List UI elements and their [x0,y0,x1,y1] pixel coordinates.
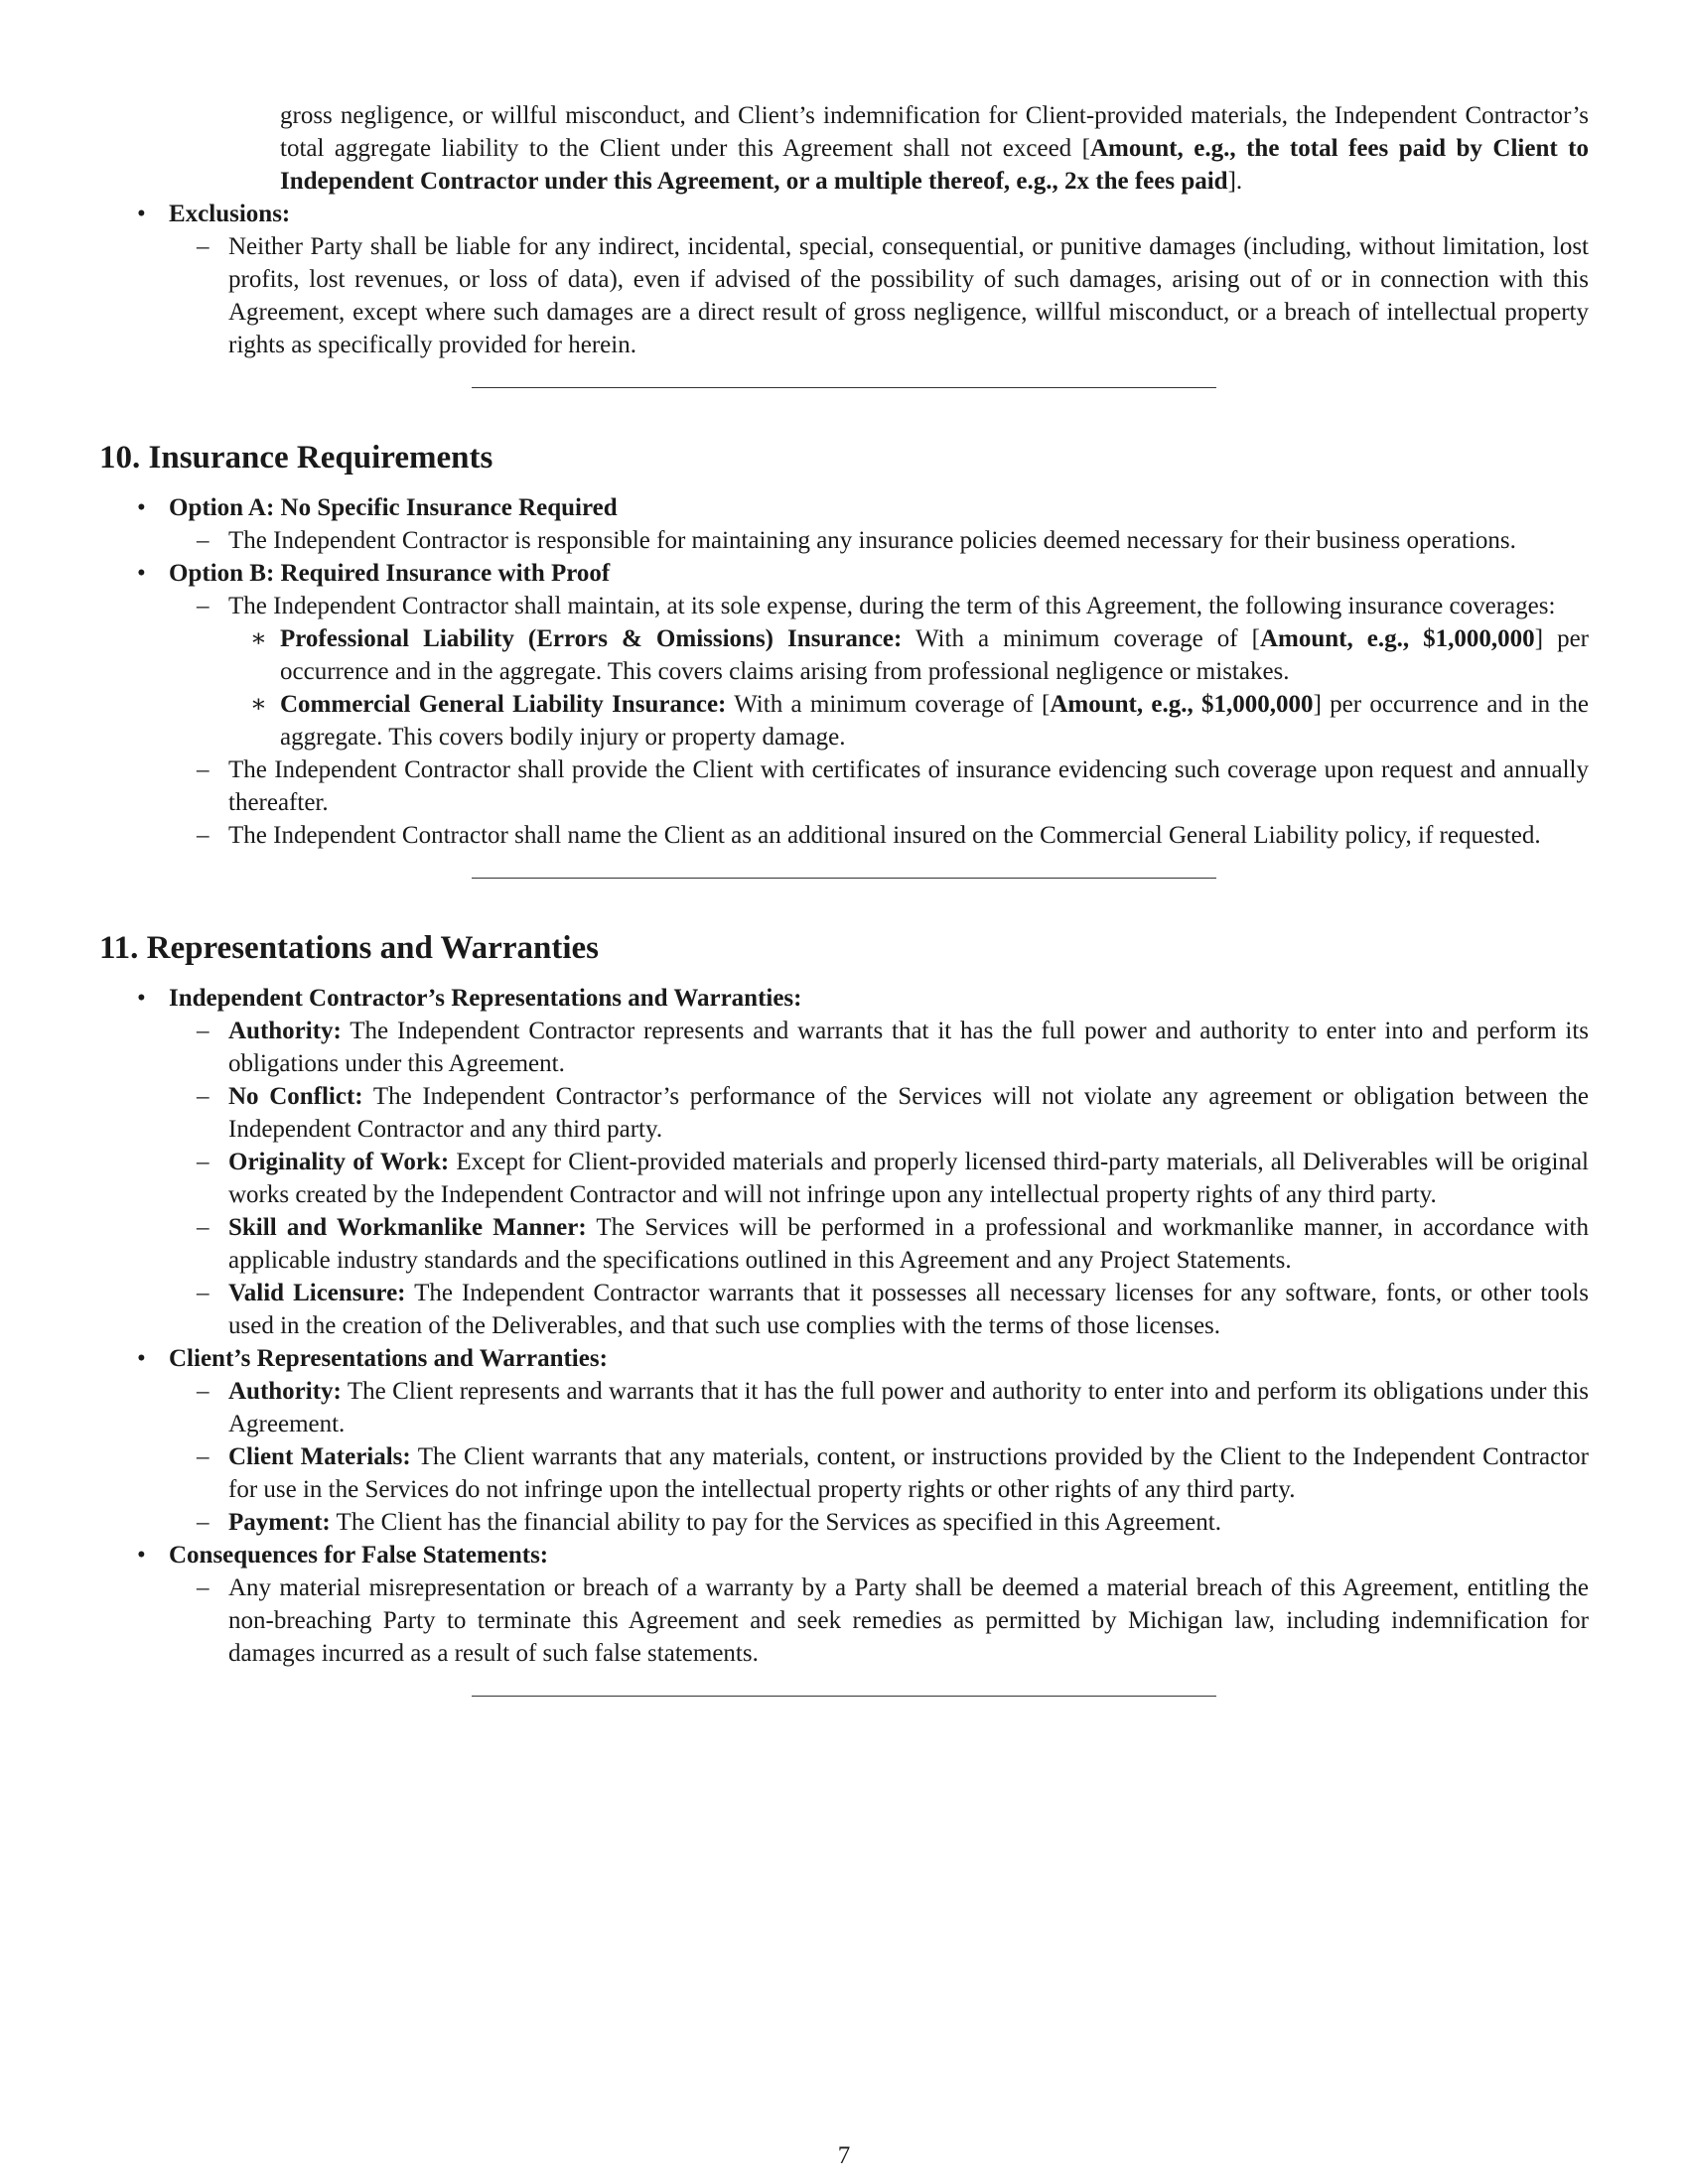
warranty-text: The Independent Contractor’s performance of the Services will not violate any agreement or obligation between the Independent Contractor and any third party. [228,1083,1590,1143]
dash-icon: – [197,1214,210,1241]
professional-liability-item: ∗ Professional Liability (Errors & Omissions) Insurance: With a minimum coverage of [Amount, e.g., $1,000,000] per occurrence and in the aggregate. This covers claims arising from professional negligence or mistakes. [99,622,1589,688]
ic-warranties-item: • Independent Contractor’s Representations and Warranties: [99,982,1589,1015]
exclusions-item: • Exclusions: [99,198,1589,230]
warranty-item [99,1146,1589,1211]
dash-icon: – [197,233,210,260]
warranty-label: Valid Licensure: [228,1280,406,1306]
warranty-label: Skill and Workmanlike Manner: [228,1214,587,1241]
warranty-text: The Client has the financial ability to pay for the Services as specified in this Agreement. [330,1509,1221,1536]
general-liability-item: ∗ Commercial General Liability Insurance: With a minimum coverage of [Amount, e.g., $1,000,000] per occurrence and in the aggregate. This covers bodily injury or property damage. [99,688,1589,753]
dash-icon: – [197,1280,210,1306]
warranty-item [99,1080,1589,1146]
section-divider [472,1696,1216,1697]
warranty-text: The Independent Contractor represents and warrants that it has the full power and authority to enter into and perform its obligations under this Agreement. [228,1018,1589,1077]
consequences-text: – Any material misrepresentation or breach of a warranty by a Party shall be deemed a material breach of this Agreement, entitling the non-breaching Party to terminate this Agreement and seek remedies as permitted by Michigan law, including indemnification for damages incurred as a result of such false statements. [99,1571,1589,1670]
certificates-item: – The Independent Contractor shall provide the Client with certificates of insurance evidencing such coverage upon request and annually thereafter. [99,753,1589,819]
warranty-item [99,1211,1589,1277]
option-a-item: • Option A: No Specific Insurance Required [99,491,1589,524]
dash-icon: – [197,1574,210,1601]
page-number: 7 [837,2142,851,2169]
warranty-label: Originality of Work: [228,1149,450,1175]
warranty-label: Client Materials: [228,1443,411,1470]
document-page [99,99,1589,1697]
bullet-icon: • [137,494,146,521]
warranty-label: Payment: [228,1509,331,1536]
warranty-item [99,1015,1589,1080]
dash-icon: – [197,1378,210,1405]
warranty-item [99,1277,1589,1342]
dash-icon: – [197,1018,210,1044]
section-11-title: 11. Representations and Warranties [99,930,599,966]
dash-icon: – [197,593,210,619]
warranty-text: The Client warrants that any materials, content, or instructions provided by the Client to the Independent Contractor for use in the Services do not infringe upon the intellectual property rights or other rights of any third party. [228,1443,1589,1503]
bullet-icon: • [137,1542,146,1569]
dash-icon: – [197,756,210,783]
option-a-text: – The Independent Contractor is responsible for maintaining any insurance policies deemed necessary for their business operations. [99,524,1589,557]
client-warranties-item: • Client’s Representations and Warranties: [99,1342,1589,1375]
dash-icon: – [197,527,210,554]
bullet-icon: • [137,1345,146,1372]
option-b-intro: – The Independent Contractor shall maintain, at its sole expense, during the term of this Agreement, the following insurance coverages: [99,590,1589,622]
consequences-item: • Consequences for False Statements: [99,1539,1589,1571]
asterisk-icon: ∗ [250,625,267,652]
dash-icon: – [197,1149,210,1175]
option-b-item: • Option B: Required Insurance with Proof [99,557,1589,590]
exclusions-text: – Neither Party shall be liable for any indirect, incidental, special, consequential, or punitive damages (including, without limitation, lost profits, lost revenues, or loss of data), even if advised of the possibility of such damages, arising out of or in connection with this Agreement, except where such damages are a direct result of gross negligence, willful misconduct, or a breach of intellectual property rights as specifically provided for herein. [99,230,1589,361]
warranty-item [99,1506,1589,1539]
dash-icon: – [197,1083,210,1110]
bullet-icon: • [137,985,146,1012]
bullet-icon: • [137,560,146,587]
dash-icon: – [197,822,210,849]
warranty-text: Except for Client-provided materials and properly licensed third-party materials, all Deliverables will be original works created by the Independent Contractor and will not infringe upon any intellectual property rights of any third party. [228,1149,1589,1208]
warranty-text: The Independent Contractor warrants that it possesses all necessary licenses for any software, fonts, or other tools used in the creation of the Deliverables, and that such use complies with the terms of those licenses. [228,1280,1589,1339]
additional-insured-item: – The Independent Contractor shall name the Client as an additional insured on the Commercial General Liability policy, if requested. [99,819,1589,852]
warranty-label: Authority: [228,1018,342,1044]
warranty-item [99,1440,1589,1506]
dash-icon: – [197,1443,210,1470]
bullet-icon: • [137,201,146,227]
section-10-title: 10. Insurance Requirements [99,440,493,476]
dash-icon: – [197,1509,210,1536]
warranty-text: The Services will be performed in a professional and workmanlike manner, in accordance with applicable industry standards and the specifications outlined in this Agreement and any Project Statements. [228,1214,1589,1274]
warranty-text: The Client represents and warrants that it has the full power and authority to enter into and perform its obligations under this Agreement. [228,1378,1589,1437]
asterisk-icon: ∗ [250,691,267,718]
warranty-item [99,1375,1589,1440]
warranty-label: No Conflict: [228,1083,363,1110]
liability-cap-paragraph: gross negligence, or willful misconduct, and Client’s indemnification for Client-provided materials, the Independent Contractor’s total aggregate liability to the Client under this Agreement shall not exceed [Amount, e.g., the total fees paid by Client to Independent Contractor under this Agreement, or a multiple thereof, e.g., 2x the fees paid]. [280,102,1589,195]
warranty-label: Authority: [228,1378,342,1405]
